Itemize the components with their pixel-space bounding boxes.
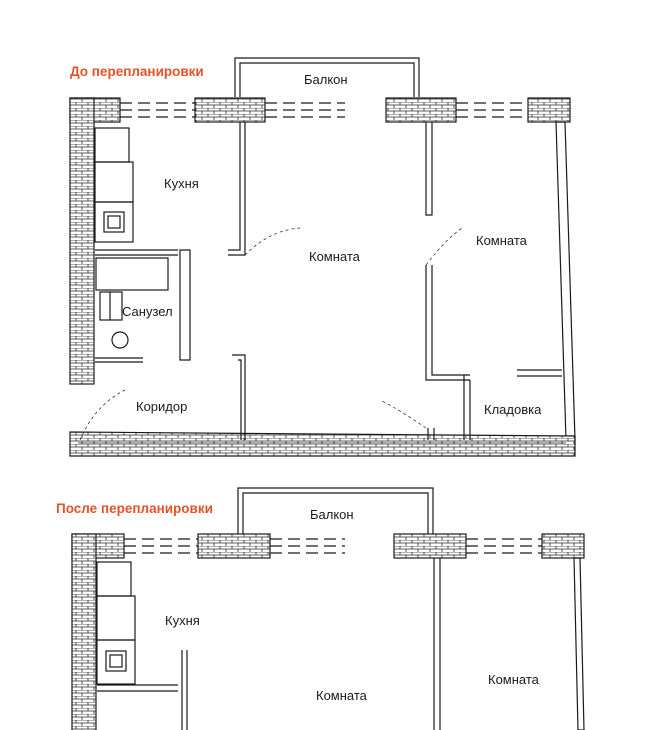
left-wall-after [72, 534, 96, 730]
bathroom-fixtures-before [96, 258, 168, 348]
label-room-main-after: Комната [316, 688, 367, 703]
right-wall-before [556, 122, 575, 440]
kitchen-appliances-after [97, 562, 135, 684]
label-balcony-after: Балкон [310, 507, 354, 522]
interior-walls-after [97, 558, 440, 730]
label-corridor-before: Коридор [136, 399, 188, 414]
top-wall-before [70, 98, 570, 122]
label-kitchen-after: Кухня [165, 613, 200, 628]
label-balcony-before: Балкон [304, 72, 348, 87]
label-room-right-after: Комната [488, 672, 539, 687]
bottom-wall-before [70, 432, 575, 456]
label-bathroom-before: Санузел [122, 304, 173, 319]
top-wall-after [72, 534, 584, 558]
label-storage-before: Кладовка [484, 402, 542, 417]
label-room-right-before: Комната [476, 233, 527, 248]
kitchen-appliances-before [95, 128, 133, 242]
interior-walls-before [95, 122, 562, 440]
label-room-main-before: Комната [309, 249, 360, 264]
heading-after: После перепланировки [56, 501, 213, 516]
label-kitchen-before: Кухня [164, 176, 199, 191]
right-wall-after [574, 558, 584, 730]
heading-before: До перепланировки [70, 64, 204, 79]
left-wall-before [70, 98, 94, 384]
